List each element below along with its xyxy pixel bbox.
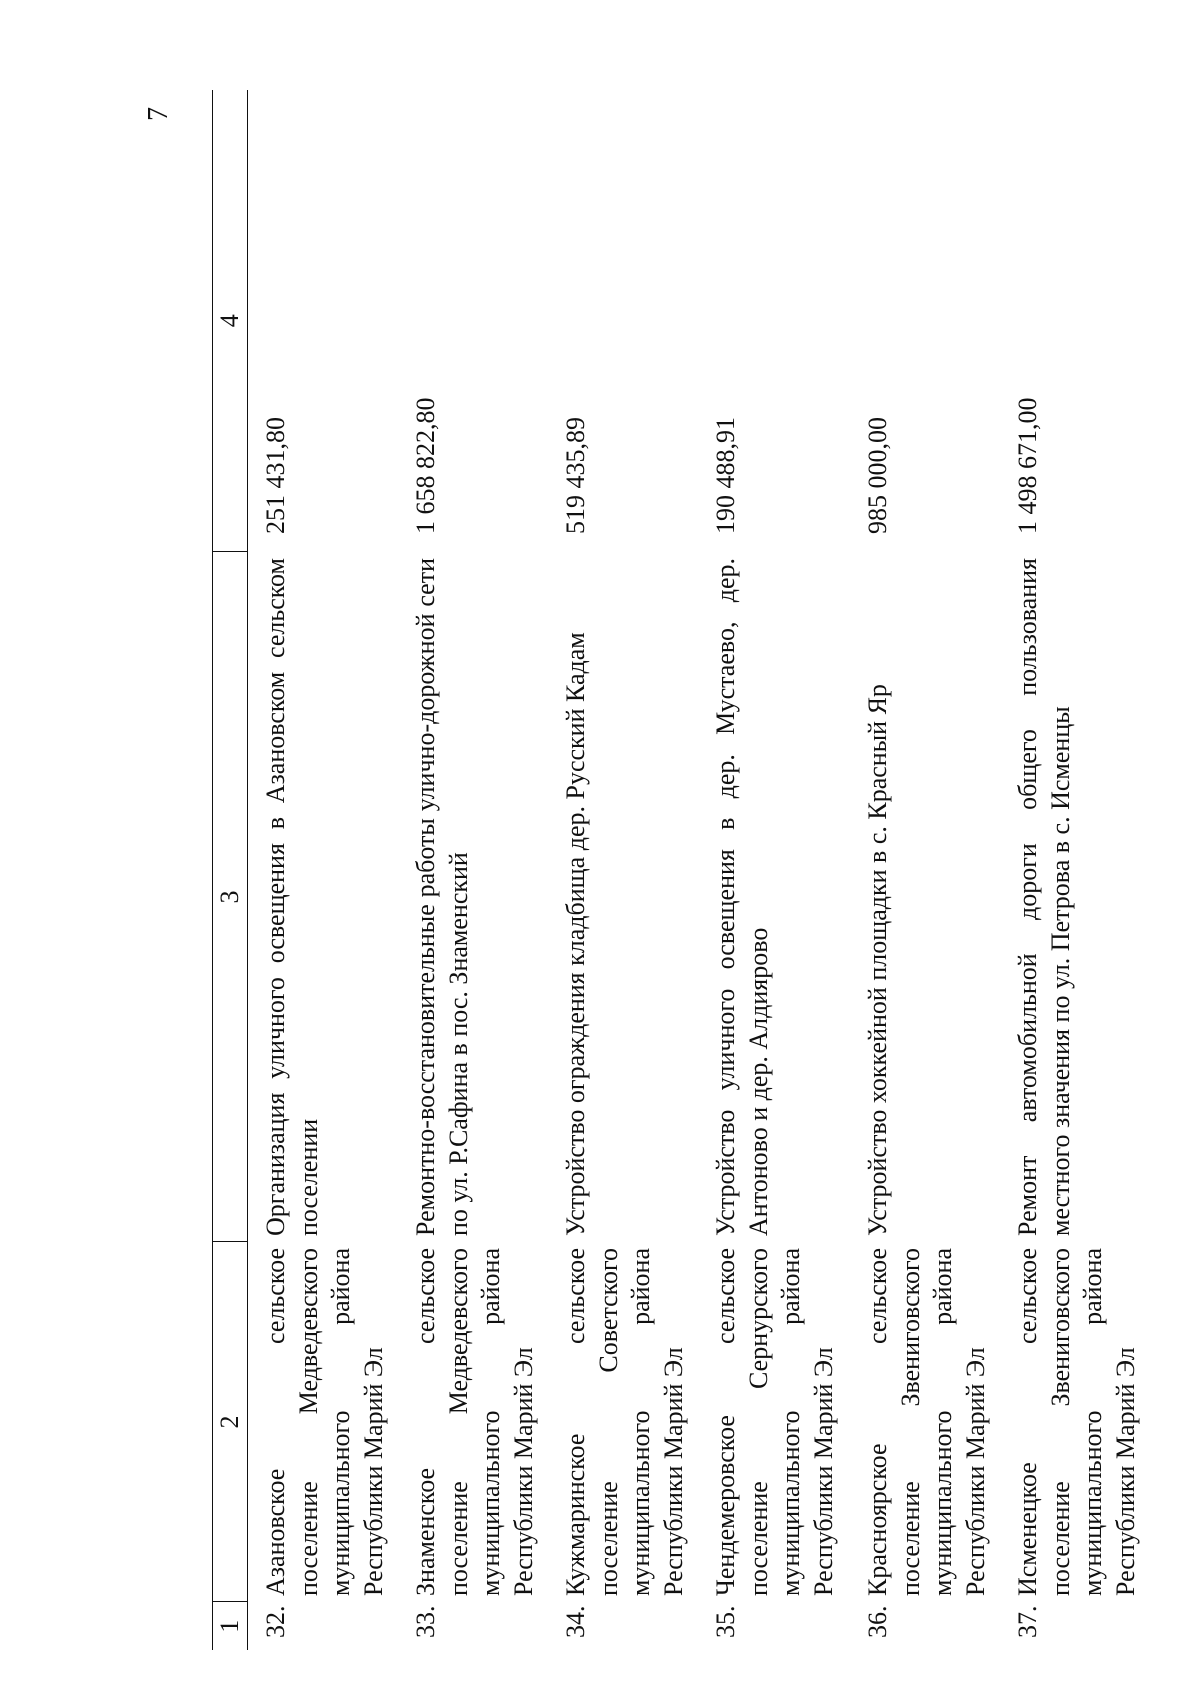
row-number: 33.: [411, 1605, 440, 1638]
amount-cell: 519 435,89: [561, 417, 590, 534]
rotated-table-wrapper: [212, 90, 1140, 1650]
column-header-1: 1: [213, 1602, 248, 1650]
row-number: 37.: [1013, 1605, 1042, 1638]
row-number: 32.: [261, 1605, 290, 1638]
table-row: [698, 90, 850, 1650]
recipient-cell: Азановское сельское поселение Медведевского муниципального района Республики Марий Эл: [261, 1248, 388, 1596]
purpose-cell: Устройство уличного освещения в дер. Мустаево, дер. Антоново и дер. Алдиярово: [711, 558, 773, 1236]
recipient-cell: Кужмаринское сельское поселение Советского муниципального района Республики Марий Эл: [561, 1248, 688, 1596]
table-row: [548, 90, 698, 1650]
purpose-cell: Устройство ограждения кладбища дер. Русский Кадам: [561, 632, 590, 1236]
table-header-row: [213, 90, 248, 1650]
column-header-4: 4: [213, 90, 248, 552]
amount-cell: 190 488,91: [711, 417, 740, 534]
page-number: 7: [143, 107, 174, 121]
table-row: [398, 90, 548, 1650]
row-number: 36.: [863, 1605, 892, 1638]
subsidy-table: [212, 90, 1150, 1650]
column-header-2: 2: [213, 1242, 248, 1602]
purpose-cell: Ремонт автомобильной дороги общего пользования местного значения по ул. Петрова в с. Исменцы: [1013, 558, 1075, 1236]
column-header-3: 3: [213, 552, 248, 1242]
recipient-cell: Красноярское сельское поселение Звениговского муниципального района Республики Марий Эл: [863, 1248, 990, 1596]
purpose-cell: Устройство хоккейной площадки в с. Красный Яр: [863, 684, 892, 1236]
purpose-cell: Организация уличного освещения в Азановском сельском поселении: [261, 558, 323, 1236]
row-number: 34.: [561, 1605, 590, 1638]
recipient-cell: Чендемеровское сельское поселение Сернурского муниципального района Республики Марий Эл: [711, 1248, 838, 1596]
amount-cell: 1 498 671,00: [1013, 397, 1042, 534]
recipient-cell: Знаменское сельское поселение Медведевского муниципального района Республики Марий Эл: [411, 1248, 538, 1596]
purpose-cell: Ремонтно-восстановительные работы улично-дорожной сети по ул. Р.Сафина в пос. Знаменский: [411, 558, 473, 1236]
row-number: 35.: [711, 1605, 740, 1638]
table-row: [850, 90, 1000, 1650]
table-row: [248, 90, 399, 1650]
amount-cell: 251 431,80: [261, 417, 290, 534]
amount-cell: 1 658 822,80: [411, 397, 440, 534]
recipient-cell: Исменецкое сельское поселение Звениговского муниципального района Республики Марий Эл: [1013, 1248, 1140, 1596]
amount-cell: 985 000,00: [863, 417, 892, 534]
table-row: [1000, 90, 1150, 1650]
